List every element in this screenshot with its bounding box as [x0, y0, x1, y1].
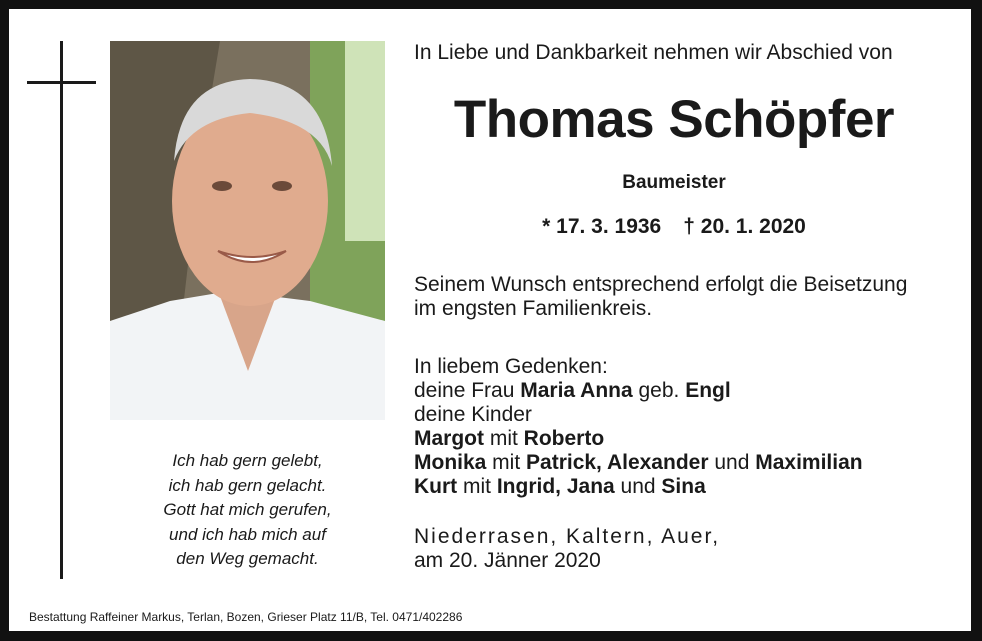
deceased-name: Thomas Schöpfer [453, 90, 895, 149]
burial-notice-line: Seinem Wunsch entsprechend erfolgt die Beisetzung [414, 273, 908, 296]
quote-line: und ich hab mich auf [169, 524, 326, 544]
burial-notice [414, 273, 907, 321]
obituary-card [9, 9, 971, 631]
mourners-list [414, 355, 863, 499]
children-label: deine Kinder [414, 403, 532, 426]
family-line: Kurt mit Ingrid, Jana und Sina [414, 475, 706, 498]
quote-line: Ich hab gern gelebt, [172, 451, 323, 470]
quote-line: den Weg gemacht. [176, 549, 319, 568]
funeral-home-footer: Bestattung Raffeiner Markus, Terlan, Bozen, Grieser Platz 11/B, Tel. 0471/402286 [29, 610, 463, 624]
notice-date: am 20. Jänner 2020 [414, 549, 601, 572]
profession: Baumeister [622, 172, 726, 193]
birth-date: * 17. 3. 1936 [542, 215, 662, 238]
wife-line: deine Frau Maria Anna geb. Engl [414, 379, 731, 402]
quote-line: ich hab gern gelacht. [168, 475, 327, 495]
location: Niederrasen, Kaltern, Auer, [414, 525, 721, 548]
life-dates [414, 215, 934, 239]
death-date: † 20. 1. 2020 [683, 215, 806, 238]
place-and-date [414, 525, 720, 573]
portrait-photo [110, 41, 385, 420]
cross-icon [60, 41, 63, 579]
burial-notice-line: im engsten Familienkreis. [414, 297, 653, 320]
memorial-quote [110, 449, 385, 572]
cross-icon-bar [27, 81, 96, 84]
quote-line: Gott hat mich gerufen, [163, 500, 332, 519]
intro-line: In Liebe und Dankbarkeit nehmen wir Abschied von [414, 41, 893, 64]
family-line: Monika mit Patrick, Alexander und Maximilian [414, 451, 863, 474]
family-line: Margot mit Roberto [414, 427, 605, 450]
memory-heading: In liebem Gedenken: [414, 355, 608, 378]
